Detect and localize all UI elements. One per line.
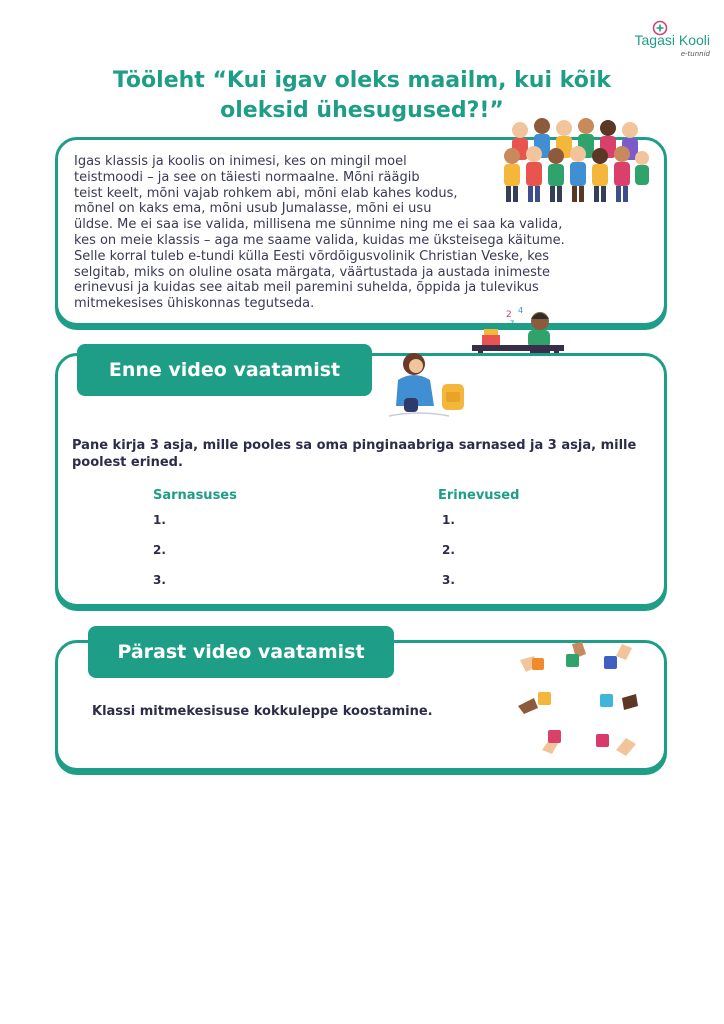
intro-line: selgitab, miks on oluline osata märgata, väärtustada ja austada inimeste [74, 264, 551, 280]
intro-line: kes on meie klassis – aga me saame valida, kuidas me üksteisega käitume. [74, 232, 565, 248]
children-group-illustration [500, 112, 650, 207]
sitting-girl-illustration [384, 350, 474, 420]
difference-item-1: 1. [442, 513, 455, 527]
intro-line: Selle korral tuleb e-tundi külla Eesti võrdõigusvolinik Christian Veske, kes [74, 248, 550, 264]
intro-text [74, 154, 565, 312]
puzzle-hands-illustration [512, 640, 642, 760]
svg-text:4: 4 [518, 306, 524, 315]
difference-item-2: 2. [442, 543, 455, 557]
svg-text:2: 2 [506, 310, 512, 320]
title-line-1: Tööleht “Kui igav oleks maailm, kui kõik [112, 68, 611, 93]
logo [610, 20, 710, 60]
difference-item-3: 3. [442, 573, 455, 587]
after-video-tab: Pärast video vaatamist [88, 626, 394, 678]
differences-heading: Erinevused [438, 488, 520, 503]
before-video-tab: Enne video vaatamist [77, 344, 372, 396]
logo-subtitle: e-tunnid [680, 50, 710, 58]
similarity-item-2: 2. [153, 543, 166, 557]
intro-line: teistmoodi – ja see on täiesti normaalne. Mõni räägib [74, 169, 420, 185]
similarity-item-1: 1. [153, 513, 166, 527]
intro-line: mõnel on kaks ema, mõni usub Jumalasse, mõni ei usu [74, 201, 432, 217]
logo-name: Tagasi Kooli [634, 32, 710, 48]
intro-line: üldse. Me ei saa ise valida, millisena me sünnime ning me ei saa ka valida, [74, 217, 563, 233]
after-task-text: Klassi mitmekesisuse kokkuleppe koostamine. [92, 704, 433, 719]
intro-line: Igas klassis ja koolis on inimesi, kes on mingil moel [74, 154, 407, 169]
before-task-text: Pane kirja 3 asja, mille pooles sa oma pinginaabriga sarnased ja 3 asja, mille poolest erined. [72, 438, 637, 470]
similarity-item-3: 3. [153, 573, 166, 587]
intro-line: teist keelt, mõni vajab rohkem abi, mõni elab kahes kodus, [74, 185, 458, 201]
svg-text:z: z [510, 318, 515, 327]
similarities-heading: Sarnasuses [153, 488, 237, 503]
title-line-2: oleksid ühesugused?!” [220, 98, 504, 123]
intro-line: erinevusi ja kuidas see aitab meil paremini suhelda, õppida ja tulevikus [74, 280, 539, 296]
intro-line: mitmekesises ühiskonnas tegutseda. [74, 296, 315, 312]
